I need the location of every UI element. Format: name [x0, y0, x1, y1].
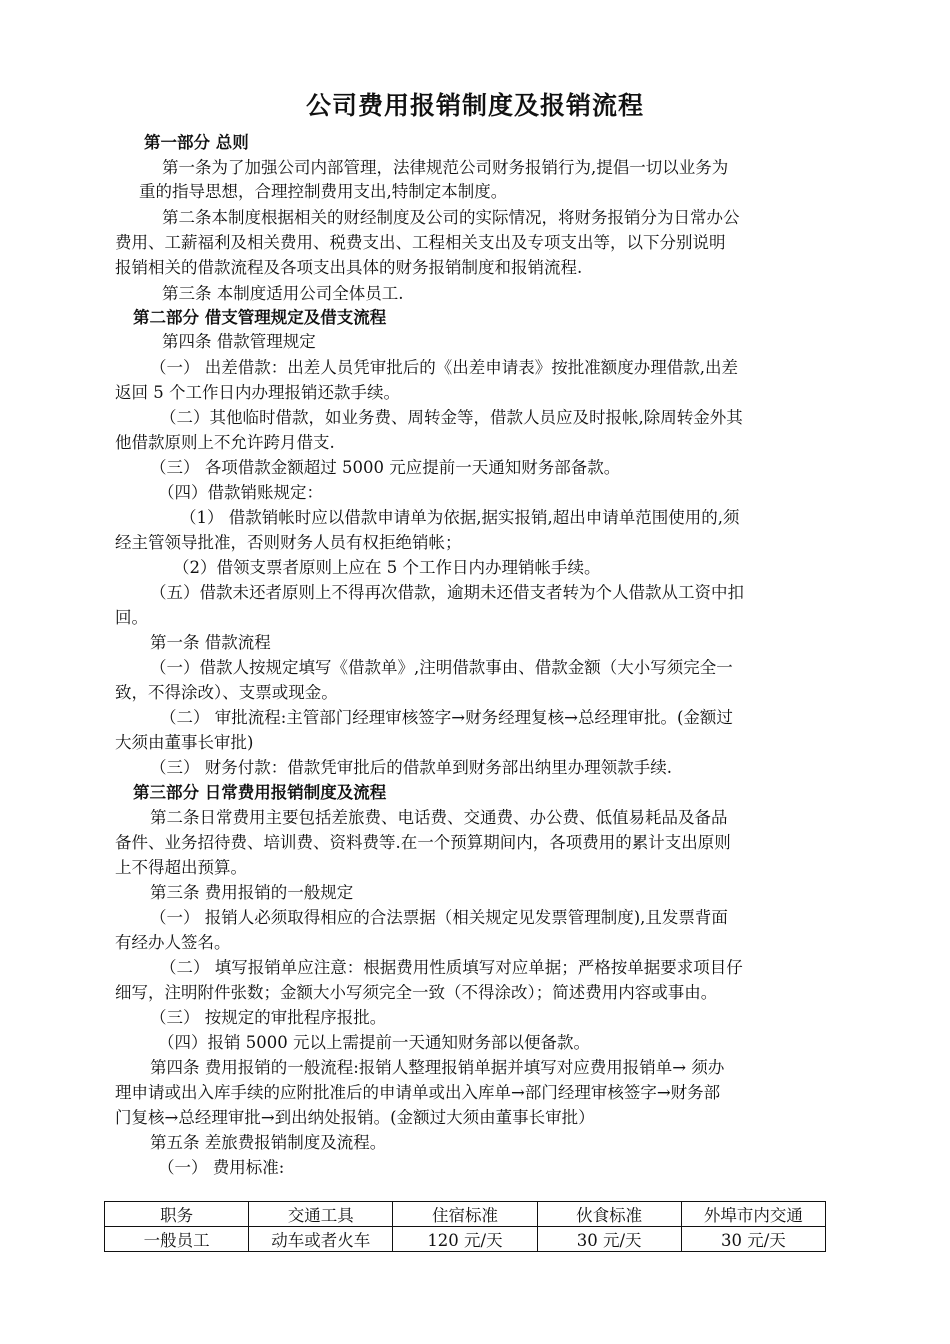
article1-line2: 重的指导思想，合理控制费用支出,特制定本制度。 [139, 182, 508, 201]
article-loan-process: 第一条 借款流程 [150, 633, 271, 652]
rule1-line2: 有经办人签名。 [115, 933, 231, 952]
item4-sub1-line2: 经主管领导批准，否则财务人员有权拒绝销帐； [115, 533, 462, 552]
rule3: （三） 按规定的审批程序报批。 [150, 1008, 387, 1027]
article-b2-line3: 上不得超出预算。 [115, 858, 247, 877]
table-header-row [105, 1202, 826, 1227]
table-row [105, 1227, 826, 1252]
table-cell: 动车或者火车 [249, 1227, 393, 1252]
table-header-cell: 职务 [105, 1202, 249, 1227]
article1-line1: 第一条为了加强公司内部管理，法律规范公司财务报销行为,提倡一切以业务为 [162, 158, 729, 177]
article-b3: 第三条 费用报销的一般规定 [150, 883, 354, 902]
part3-heading: 第三部分 日常费用报销制度及流程 [133, 783, 387, 802]
item2-line2: 他借款原则上不允许跨月借支. [115, 433, 335, 452]
article2-line1: 第二条本制度根据相关的财经制度及公司的实际情况，将财务报销分为日常办公 [162, 208, 740, 227]
table-cell: 30 元/天 [537, 1227, 681, 1252]
table-cell: 120 元/天 [393, 1227, 537, 1252]
rule4: （四）报销 5000 元以上需提前一天通知财务部以便备款。 [158, 1033, 590, 1052]
flow3: （三） 财务付款：借款凭审批后的借款单到财务部出纳里办理领款手续. [150, 758, 672, 777]
rule2-line2: 细写，注明附件张数；金额大小写须完全一致（不得涂改）；简述费用内容或事由。 [115, 983, 718, 1002]
part1-heading: 第一部分 总则 [144, 133, 249, 152]
article4: 第四条 借款管理规定 [162, 332, 316, 351]
table-cell: 一般员工 [105, 1227, 249, 1252]
article-b4-line3: 门复核→总经理审批→到出纳处报销。(金额过大须由董事长审批） [115, 1108, 595, 1127]
article3: 第三条 本制度适用公司全体员工. [162, 284, 404, 303]
flow2-line2: 大须由董事长审批) [115, 733, 254, 752]
flow1-line1: （一）借款人按规定填写《借款单》,注明借款事由、借款金额（大小写须完全一 [150, 658, 733, 677]
item1-line1: （一） 出差借款：出差人员凭审批后的《出差申请表》按批准额度办理借款,出差 [150, 358, 738, 377]
flow2-line1: （二） 审批流程:主管部门经理审核签字→财务经理复核→总经理审批。(金额过 [160, 708, 733, 727]
article-b4-line2: 理申请或出入库手续的应附批准后的申请单或出入库单→部门经理审核签字→财务部 [115, 1083, 721, 1102]
item5-line1: （五）借款未还者原则上不得再次借款，逾期未还借支者转为个人借款从工资中扣 [150, 583, 744, 602]
rule2-line1: （二） 填写报销单应注意：根据费用性质填写对应单据；严格按单据要求项目仔 [160, 958, 743, 977]
table-header-cell: 交通工具 [249, 1202, 393, 1227]
table-header-cell: 外埠市内交通 [681, 1202, 825, 1227]
standard-heading: （一） 费用标准: [158, 1158, 285, 1177]
article-b2-line2: 备件、业务招待费、培训费、资料费等.在一个预算期间内，各项费用的累计支出原则 [115, 833, 731, 852]
table-header-cell: 住宿标准 [393, 1202, 537, 1227]
item3: （三） 各项借款金额超过 5000 元应提前一天通知财务部备款。 [150, 458, 621, 477]
item4-sub1-line1: （1） 借款销帐时应以借款申请单为依据,据实报销,超出申请单范围使用的,须 [180, 508, 740, 527]
rule1-line1: （一） 报销人必须取得相应的合法票据（相关规定见发票管理制度),且发票背面 [150, 908, 728, 927]
travel-standard-table [104, 1201, 826, 1252]
article2-line3: 报销相关的借款流程及各项支出具体的财务报销制度和报销流程. [115, 258, 583, 277]
item5-line2: 回。 [115, 608, 148, 627]
article-b2-line1: 第二条日常费用主要包括差旅费、电话费、交通费、办公费、低值易耗品及备品 [150, 808, 728, 827]
item2-line1: （二）其他临时借款，如业务费、周转金等，借款人员应及时报帐,除周转金外其 [160, 408, 743, 427]
item4: （四）借款销账规定： [158, 483, 323, 502]
part2-heading: 第二部分 借支管理规定及借支流程 [133, 308, 387, 327]
article-b5: 第五条 差旅费报销制度及流程。 [150, 1133, 387, 1152]
table-header-cell: 伙食标准 [537, 1202, 681, 1227]
article-b4-line1: 第四条 费用报销的一般流程:报销人整理报销单据并填写对应费用报销单→ 须办 [150, 1058, 725, 1077]
document-title: 公司费用报销制度及报销流程 [305, 91, 644, 120]
table-cell: 30 元/天 [681, 1227, 825, 1252]
item1-line2: 返回 5 个工作日内办理报销还款手续。 [115, 383, 400, 402]
article2-line2: 费用、工薪福利及相关费用、税费支出、工程相关支出及专项支出等，以下分别说明 [115, 233, 726, 252]
item4-sub2: （2）借领支票者原则上应在 5 个工作日内办理销帐手续。 [173, 558, 601, 577]
flow1-line2: 致，不得涂改）、支票或现金。 [115, 683, 338, 702]
